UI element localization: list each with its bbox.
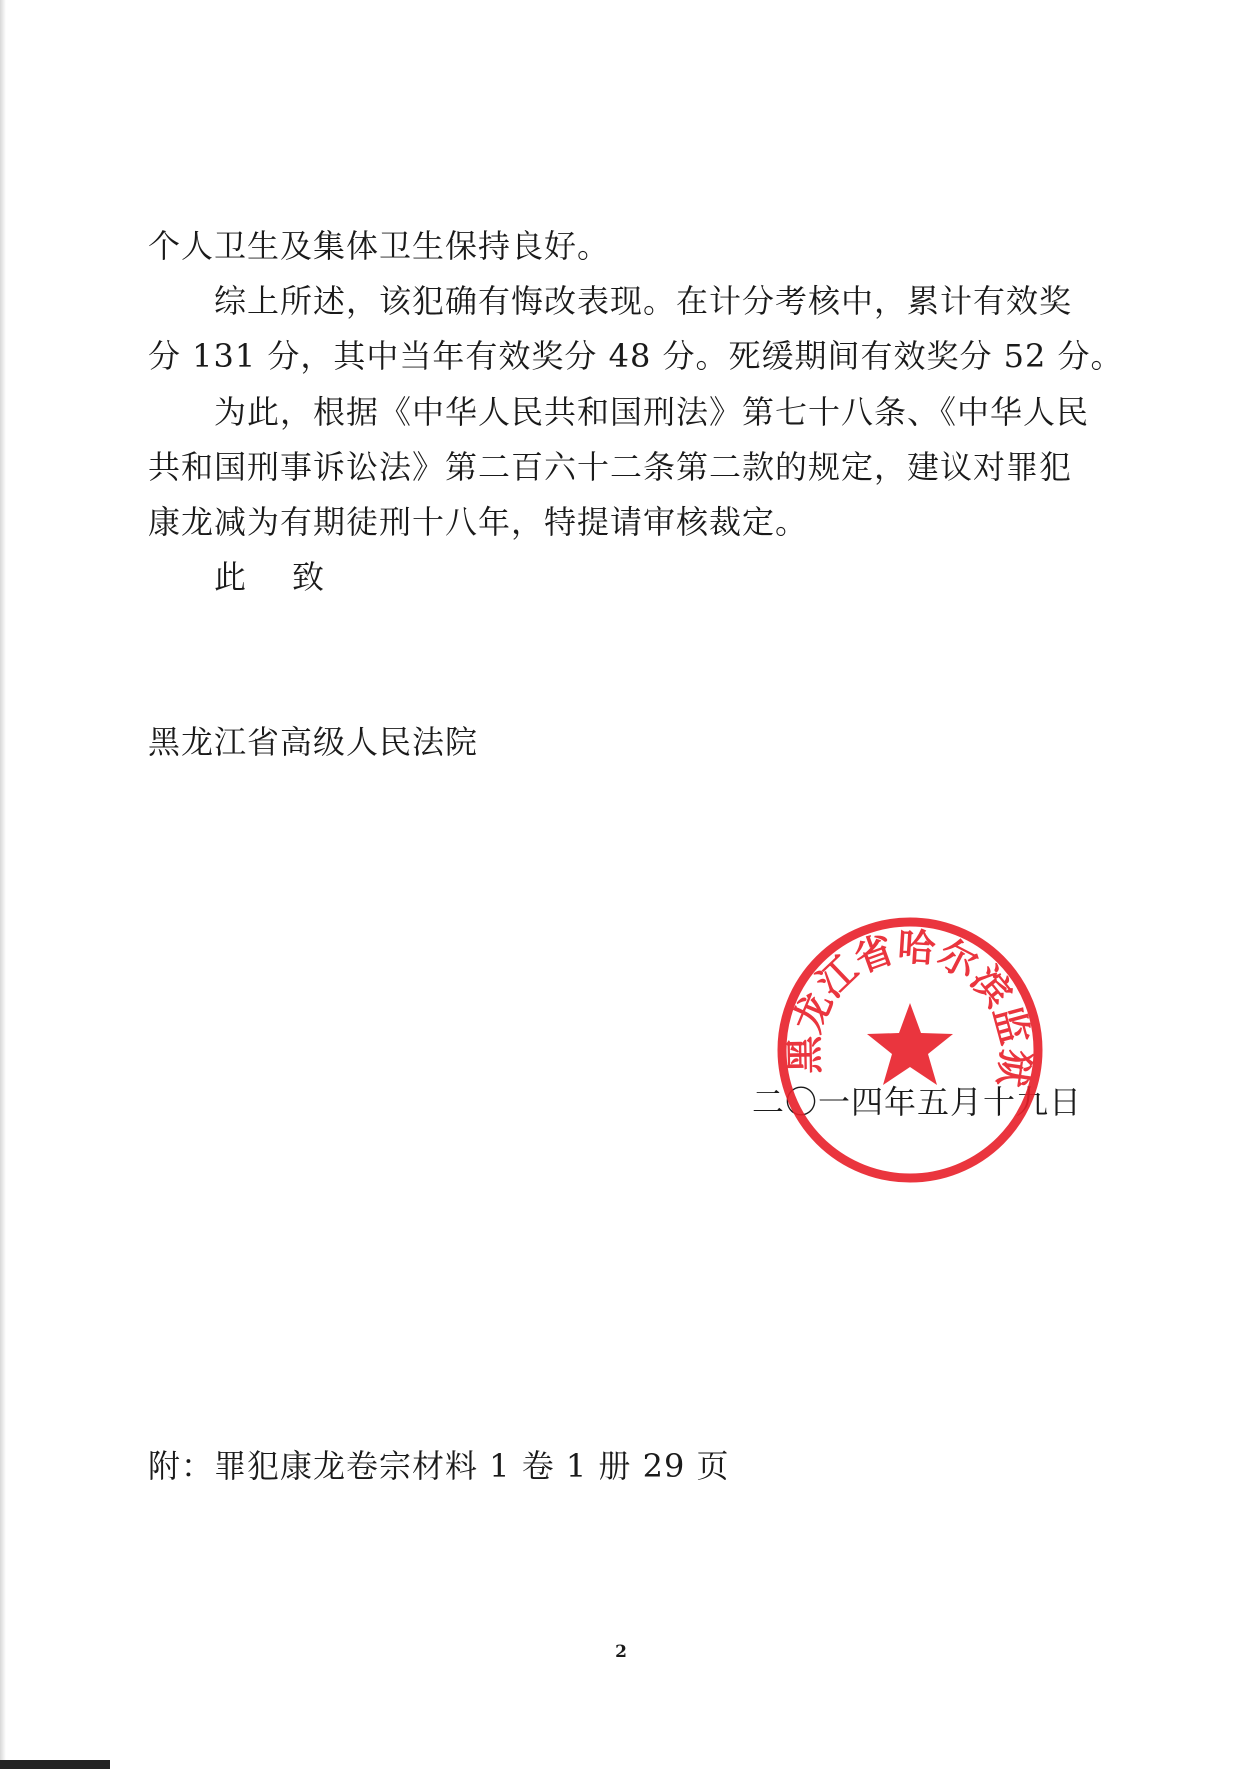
body-line-3: 分 131 分，其中当年有效奖分 48 分。死缓期间有效奖分 52 分。	[148, 337, 1124, 375]
closing-salutation	[214, 557, 324, 597]
body-line-2: 综上所述，该犯确有悔改表现。在计分考核中，累计有效奖	[214, 282, 1073, 320]
page-number: 2	[615, 1642, 627, 1662]
body-line-1: 个人卫生及集体卫生保持良好。	[148, 227, 611, 265]
scan-edge-shadow	[0, 0, 6, 1769]
official-seal-stamp	[770, 910, 1050, 1190]
body-line-6: 康龙减为有期徒刑十八年，特提请审核裁定。	[148, 503, 809, 541]
seal-text: 黑龙江省哈尔滨监狱	[782, 924, 1039, 1091]
closing-word-2: 致	[292, 558, 325, 596]
body-line-4: 为此，根据《中华人民共和国刑法》第七十八条、《中华人民	[214, 393, 1090, 431]
attachment-note: 附：罪犯康龙卷宗材料 1 卷 1 册 29 页	[148, 1447, 730, 1485]
document-date: 二〇一四年五月十九日	[752, 1083, 1083, 1121]
scan-edge-mark	[0, 1760, 110, 1769]
star-icon	[867, 1003, 953, 1085]
body-line-5: 共和国刑事诉讼法》第二百六十二条第二款的规定，建议对罪犯	[148, 448, 1073, 486]
closing-word-1: 此	[214, 558, 247, 596]
recipient-court: 黑龙江省高级人民法院	[148, 723, 479, 761]
